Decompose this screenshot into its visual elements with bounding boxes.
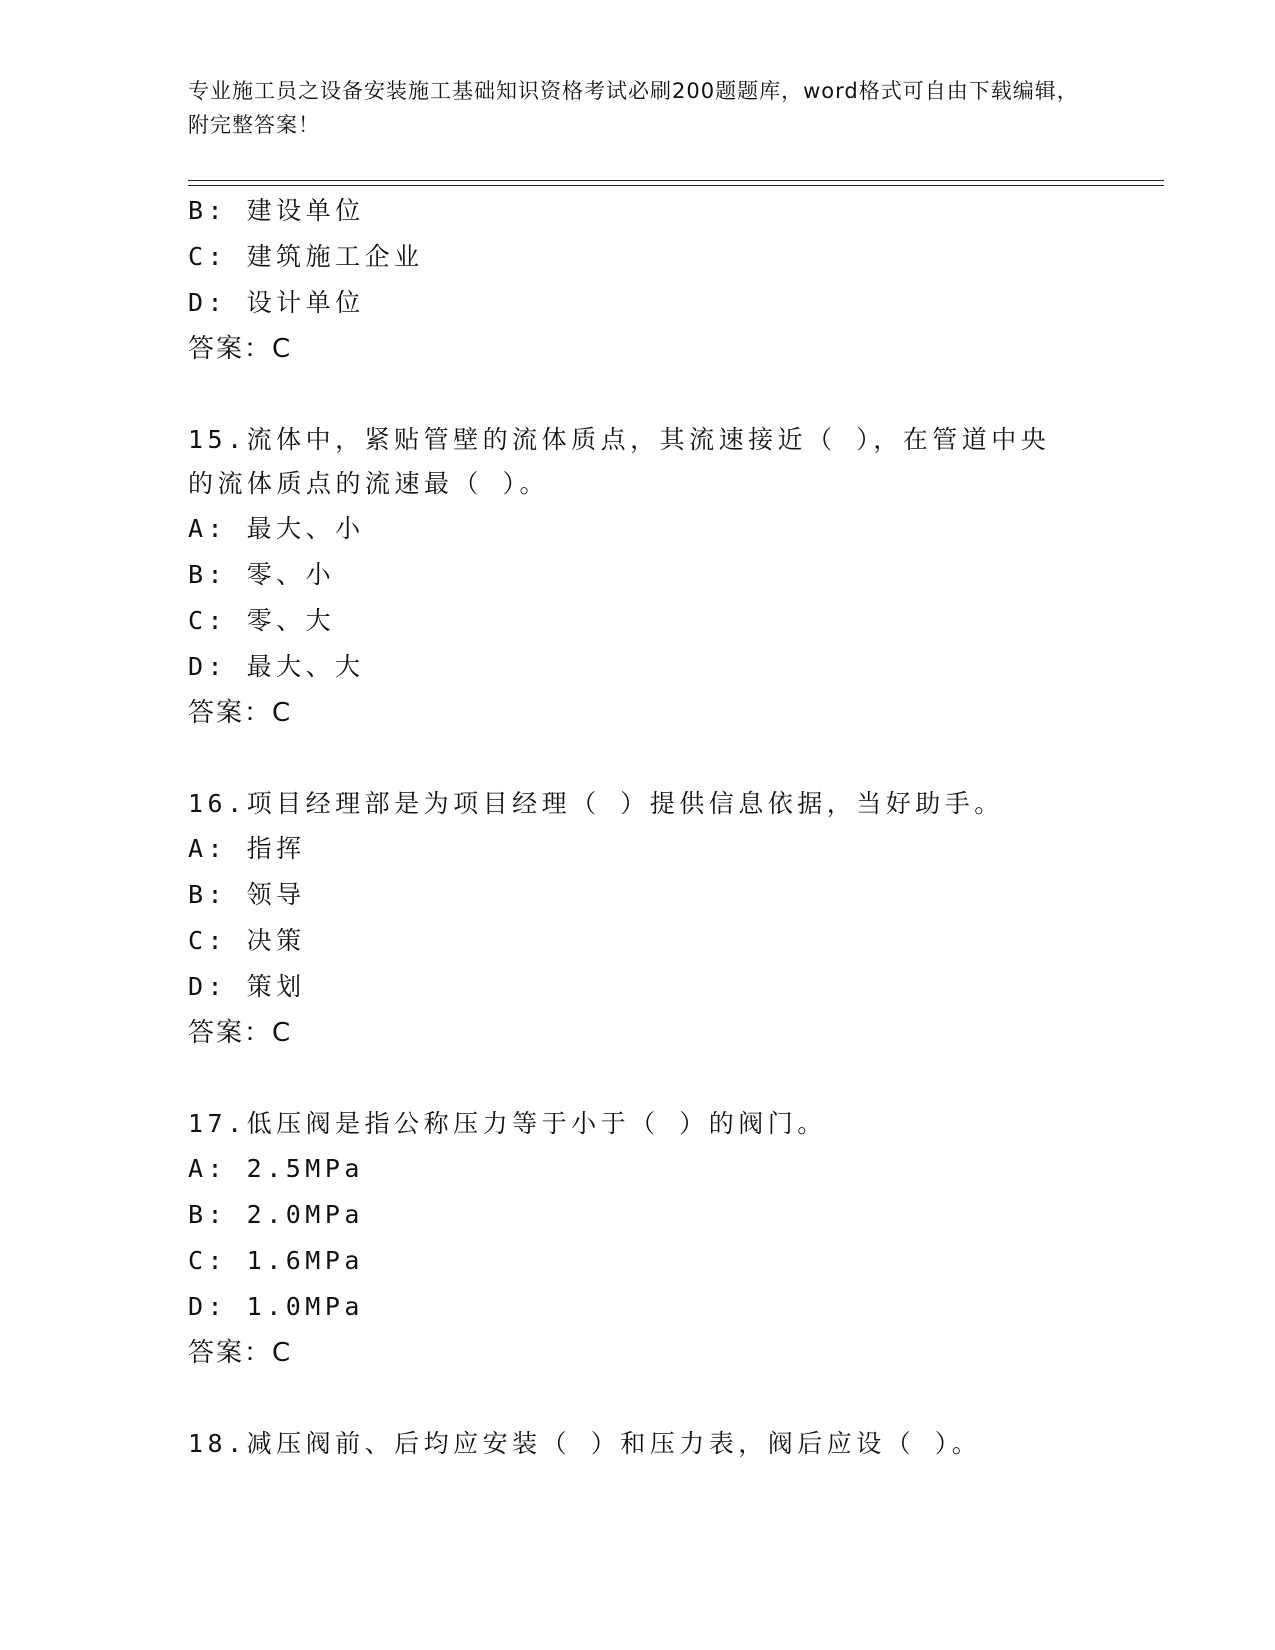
option-b: B: 2.0MPa — [188, 1200, 364, 1229]
answer: 答案：C — [188, 1018, 293, 1048]
spacer — [188, 1056, 1148, 1102]
question-list — [188, 188, 1148, 1466]
option-b: B: 零、小 — [188, 560, 336, 589]
question-stem: 18.减压阀前、后均应安装（ ）和压力表，阀后应设（ ）。 — [188, 1429, 982, 1458]
spacer — [188, 372, 1148, 418]
answer: 答案：C — [188, 698, 293, 728]
option-c: C: 决策 — [188, 926, 306, 955]
answer: 答案：C — [188, 1338, 293, 1368]
header-rule-top — [188, 180, 1164, 181]
option-c: C: 建筑施工企业 — [188, 242, 424, 271]
spacer — [188, 1376, 1148, 1422]
option-b: B: 领导 — [188, 880, 306, 909]
option-d: D: 最大、大 — [188, 652, 365, 681]
header-rule-bottom — [188, 185, 1164, 186]
option-d: D: 1.0MPa — [188, 1292, 364, 1321]
document-header — [188, 74, 1088, 142]
option-d: D: 策划 — [188, 972, 306, 1001]
question-16 — [188, 782, 1148, 1056]
question-15 — [188, 418, 1148, 736]
question-17 — [188, 1102, 1148, 1376]
option-d: D: 设计单位 — [188, 288, 365, 317]
header-title: 专业施工员之设备安装施工基础知识资格考试必刷200题题库，word格式可自由下载编辑，附完整答案！ — [188, 79, 1079, 137]
question-stem: 15.流体中，紧贴管壁的流体质点，其流速接近（ ），在管道中央的流体质点的流速最（ ）。 — [188, 425, 1051, 498]
option-a: A: 2.5MPa — [188, 1154, 364, 1183]
answer: 答案：C — [188, 334, 293, 364]
question-14 — [188, 188, 1148, 372]
question-stem: 16.项目经理部是为项目经理（ ）提供信息依据，当好助手。 — [188, 789, 1004, 818]
option-a: A: 最大、小 — [188, 514, 365, 543]
question-stem: 17.低压阀是指公称压力等于小于（ ）的阀门。 — [188, 1109, 827, 1138]
spacer — [188, 736, 1148, 782]
option-c: C: 1.6MPa — [188, 1246, 364, 1275]
question-18 — [188, 1422, 1148, 1466]
option-b: B: 建设单位 — [188, 196, 365, 225]
option-a: A: 指挥 — [188, 834, 306, 863]
option-c: C: 零、大 — [188, 606, 336, 635]
